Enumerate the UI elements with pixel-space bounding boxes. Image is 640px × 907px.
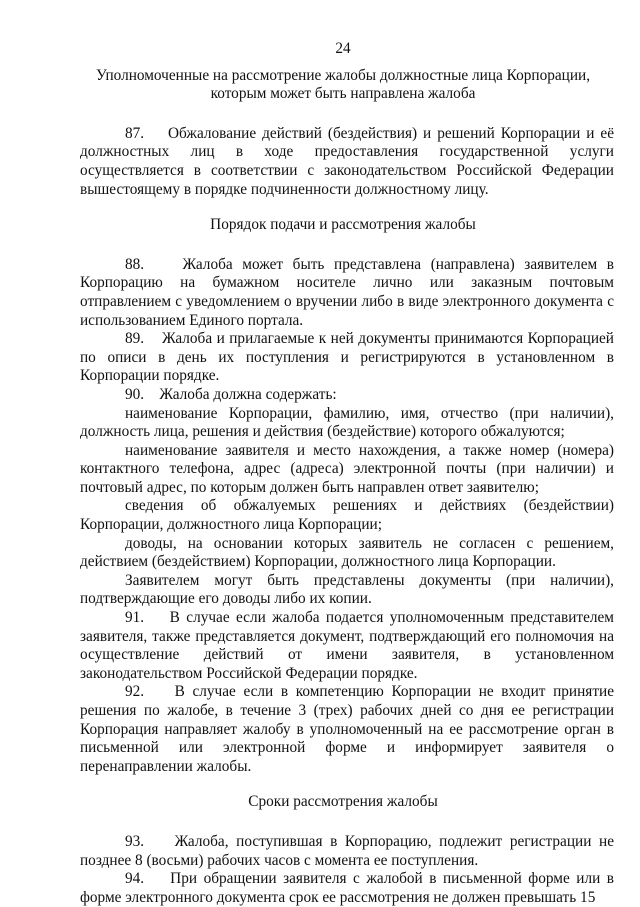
paragraph-87: 87. Обжалование действий (бездействия) и решений Корпорации и её должностных лиц в ходе предоставления государственной услуги осуществляется в соответствии с законодательством Российской Федерации вышестоящему в порядке подчиненности должностному лицу. bbox=[80, 124, 614, 198]
page-number: 24 bbox=[335, 40, 351, 57]
paragraph-90-item-3: сведения об обжалуемых решениях и действиях (бездействии) Корпорации, должностного лица Корпорации; bbox=[80, 497, 614, 534]
paragraph-90-item-4: доводы, на основании которых заявитель не согласен с решением, действием (бездействием) Корпорации, должностного лица Корпорации. bbox=[80, 534, 614, 571]
paragraph-91: 91. В случае если жалоба подается уполномоченным представителем заявителя, также представляется документ, подтверждающий его полномочия на осуществление действий от имени заявителя, в установленном законодательством Российской Федерации порядке. bbox=[80, 609, 614, 682]
paragraph-92: 92. В случае если в компетенцию Корпорации не входит принятие решения по жалобе, в течение 3 (трех) рабочих дней со дня ее регистрации Корпорация направляет жалобу в уполномоченный на ее рассмотрение орган в письменной или электронной форме и информирует заявителя о перенаправлении жалобы. bbox=[80, 683, 614, 775]
paragraph-90-item-2: наименование заявителя и место нахождения, а также номер (номера) контактного телефона, адрес (адреса) электронной почты (при наличии) и почтовый адрес, по которым должен быть направлен ответ заявителю; bbox=[80, 441, 614, 496]
paragraph-90: 90. Жалоба должна содержать: bbox=[125, 385, 337, 403]
paragraph-89: 89. Жалоба и прилагаемые к ней документы принимаются Корпорацией по описи в день их поступления и регистрируются в установленном в Корпорации порядке. bbox=[80, 330, 614, 385]
paragraph-93: 93. Жалоба, поступившая в Корпорацию, подлежит регистрации не позднее 8 (восьми) рабочих часов с момента ее поступления. bbox=[80, 832, 614, 869]
section-heading-deadlines: Сроки рассмотрения жалобы bbox=[248, 793, 438, 811]
paragraph-88: 88. Жалоба может быть представлена (направлена) заявителем в Корпорацию на бумажном носителе лично или заказным почтовым отправлением с уведомлением о вручении либо в виде электронного документа с использованием Единого портала. bbox=[80, 255, 614, 329]
paragraph-90-item-1: наименование Корпорации, фамилию, имя, отчество (при наличии), должность лица, решения и действия (бездействие) которого обжалуются; bbox=[80, 404, 614, 441]
section-heading-officials: Уполномоченные на рассмотрение жалобы должностные лица Корпорации, которым может быть направлена жалоба bbox=[95, 66, 591, 103]
section-heading-procedure: Порядок подачи и рассмотрения жалобы bbox=[210, 216, 476, 234]
paragraph-94: 94. При обращении заявителя с жалобой в письменной форме или в форме электронного документа срок ее рассмотрения не должен превышать 15 bbox=[80, 870, 614, 906]
paragraph-90-item-5: Заявителем могут быть представлены документы (при наличии), подтверждающие его доводы либо их копии. bbox=[80, 571, 614, 608]
